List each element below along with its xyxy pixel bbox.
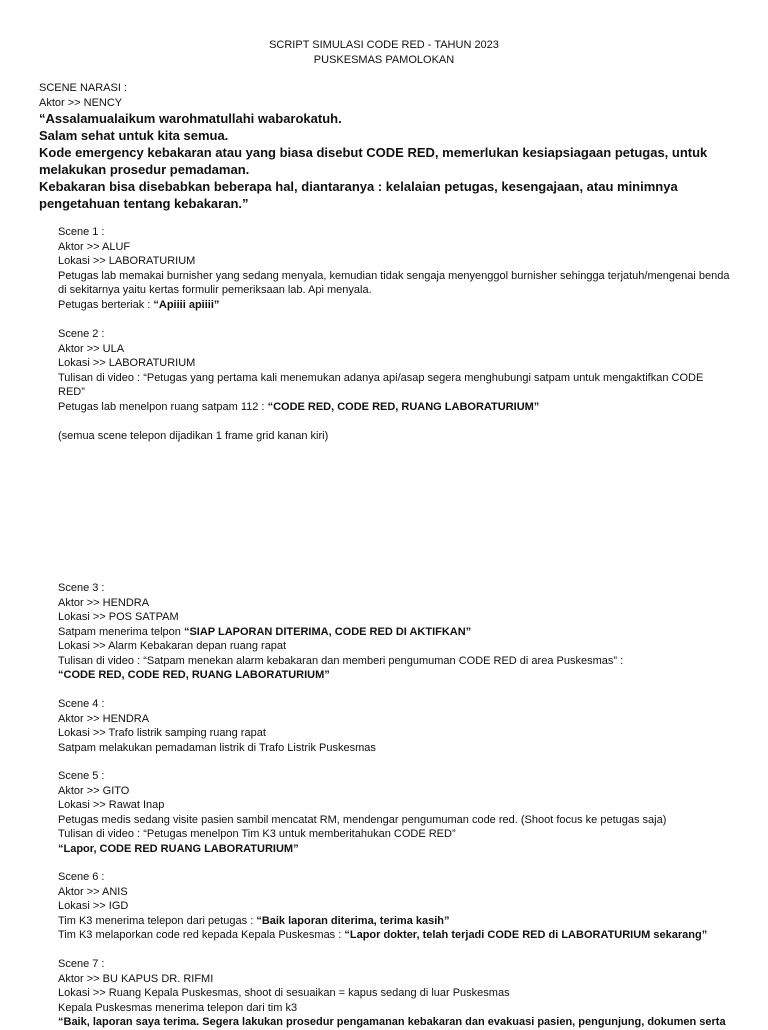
scene-actor: Aktor >> ALUF [58,240,131,253]
scene-description: Kepala Puskesmas menerima telepon dari tim k3 [58,1001,298,1014]
scene-dialogue [58,625,730,640]
dialogue-prefix: Tim K3 menerima telepon dari petugas : [58,914,257,927]
dialogue-prefix: Tim K3 melaporkan code red kepada Kepala Puskesmas : [58,929,345,941]
narration-label: SCENE NARASI : [39,82,128,94]
scene-video-text: Tulisan di video : “Petugas yang pertama kali menemukan adanya api/asap segera menghubungi satpam untuk mengaktifkan CODE RED” [58,371,704,398]
narration-speech-line: “Assalamualaikum warohmatullahi wabarokatuh. [39,111,342,126]
narration-speech-line: Kebakaran bisa disebabkan beberapa hal, diantaranya : kelalaian petugas, kesengajaan, atau minimnya pengetahuan tentang kebakaran.” [39,179,678,211]
dialogue-quote: “Baik laporan diterima, terima kasih” [256,914,450,927]
report-quote: “Lapor, CODE RED RUANG LABORATURIUM” [58,842,299,855]
scene-description: Satpam melakukan pemadaman listrik di Trafo Listrik Puskesmas [58,741,376,754]
scene-actor: Aktor >> ANIS [58,885,128,898]
scene-heading: Scene 6 : [58,871,105,883]
scene-heading: Scene 4 : [58,698,105,710]
scene-location: Lokasi >> Ruang Kepala Puskesmas, shoot di sesuaikan = kapus sedang di luar Puskesmas [58,987,510,999]
scene-2 [58,327,730,443]
document-title [0,38,768,67]
scene-heading: Scene 5 : [58,770,105,782]
scene-actor: Aktor >> GITO [58,784,130,797]
scene-location: Lokasi >> Trafo listrik samping ruang rapat [58,727,266,739]
scene-note: (semua scene telepon dijadikan 1 frame grid kanan kiri) [58,429,329,442]
scene-video-text: Tulisan di video : “Petugas menelpon Tim K3 untuk memberitahukan CODE RED” [58,828,456,840]
dialogue-quote: “SIAP LAPORAN DITERIMA, CODE RED DI AKTIFKAN” [183,625,472,638]
title-line-2: PUSKESMAS PAMOLOKAN [313,53,455,66]
scene-1 [58,225,730,312]
scene-dialogue [58,928,730,943]
scene-7 [58,957,730,1030]
scene-heading: Scene 2 : [58,328,105,340]
dialogue-prefix: Petugas lab menelpon ruang satpam 112 : [58,400,268,413]
dialogue-quote: “Apiiii apiiii” [153,298,220,311]
dialogue-quote: “Lapor dokter, telah terjadi CODE RED di LABORATURIUM sekarang” [344,929,708,941]
scene-video-text: Tulisan di video : “Satpam menekan alarm kebakaran dan memberi pengumuman CODE RED di area Puskesmas” : [58,654,624,667]
scene-location: Lokasi >> Alarm Kebakaran depan ruang rapat [58,640,287,652]
scene-actor: Aktor >> BU KAPUS DR. RIFMI [58,972,214,985]
dialogue-prefix: Petugas berteriak : [58,298,154,311]
scene-heading: Scene 7 : [58,958,105,970]
title-line-1: SCRIPT SIMULASI CODE RED - TAHUN 2023 [269,39,499,51]
dialogue-prefix: Satpam menerima telpon [58,625,184,638]
scene-actor: Aktor >> HENDRA [58,712,150,725]
scene-heading: Scene 3 : [58,582,105,594]
narration-scene [39,81,729,212]
narration-actor: Aktor >> NENCY [39,96,123,109]
narration-speech-line: Kode emergency kebakaran atau yang biasa disebut CODE RED, memerlukan kesiapsiagaan petugas, untuk melakukan prosedur pemadaman. [39,145,708,177]
scene-description: Petugas lab memakai burnisher yang sedang menyala, kemudian tidak sengaja menyenggol burnisher sehingga terjatuh/mengenai benda di sekitarnya yaitu kertas formulir pemeriksaan lab. Api menyala. [58,269,730,296]
scene-5 [58,769,730,856]
scene-location: Lokasi >> LABORATURIUM [58,255,196,267]
scene-dialogue [58,400,730,415]
scene-location: Lokasi >> POS SATPAM [58,611,179,623]
scene-4 [58,697,730,755]
scene-dialogue [58,298,730,313]
scene-quote: “Baik, laporan saya terima. Segera lakukan prosedur pengamanan kebakaran dan evakuasi pasien, pengunjung, dokumen serta [58,1016,726,1028]
announcement-quote: “CODE RED, CODE RED, RUANG LABORATURIUM” [58,669,330,681]
scene-description: Petugas medis sedang visite pasien sambil mencatat RM, mendengar pengumuman code red. (Shoot focus ke petugas saja) [58,813,667,826]
narration-speech-line: Salam sehat untuk kita semua. [39,128,229,143]
scene-actor: Aktor >> HENDRA [58,596,150,609]
scene-location: Lokasi >> IGD [58,900,129,912]
dialogue-quote: “CODE RED, CODE RED, RUANG LABORATURIUM” [267,400,540,413]
scene-location: Lokasi >> LABORATURIUM [58,357,196,369]
scene-3 [58,581,730,683]
scene-actor: Aktor >> ULA [58,342,125,355]
scene-dialogue [58,914,730,929]
scene-6 [58,870,730,943]
scene-heading: Scene 1 : [58,226,105,238]
scene-location: Lokasi >> Rawat Inap [58,799,165,811]
